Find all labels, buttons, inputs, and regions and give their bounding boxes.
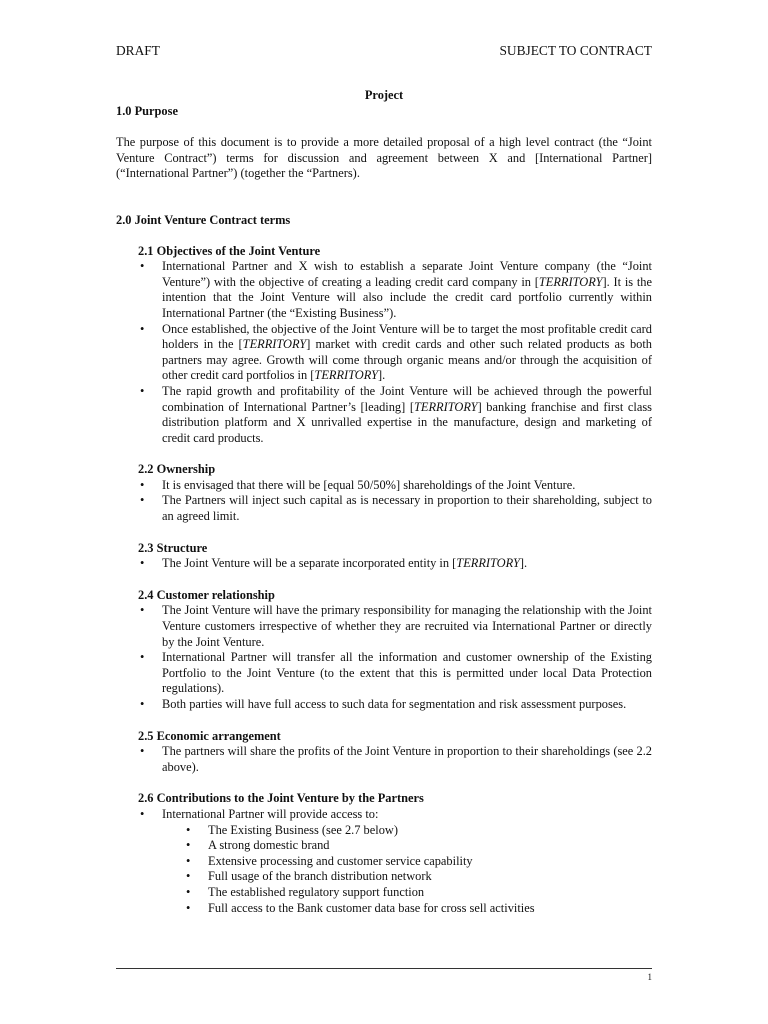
list-item: • International Partner will transfer all the information and customer ownership of the Existing Portfolio to the Joint Venture (to the extent that this is permitted under local Data Protection regulations).: [116, 650, 652, 697]
list-item: • Full usage of the branch distribution network: [116, 869, 652, 885]
list-item: • Once established, the objective of the Joint Venture will be to target the most profitable credit card holders in the [TERRITORY] market with credit cards and other such related products as both partners may agree. Growth will come through organic means and/or through the acquisition of other credit card portfolios in [TERRITORY].: [116, 322, 652, 384]
economic-arrangement-list: [116, 744, 652, 775]
list-item: • The established regulatory support function: [116, 885, 652, 901]
document-page: [116, 0, 652, 1024]
subsection-2-2-heading: 2.2 Ownership: [138, 462, 216, 477]
list-item: • The Partners will inject such capital as is necessary in proportion to their shareholding, subject to an agreed limit.: [116, 493, 652, 524]
document-body: [116, 88, 652, 916]
list-item: • The rapid growth and profitability of the Joint Venture will be achieved through the powerful combination of International Partner’s [leading] [TERRITORY] banking franchise and first class distribution platform and X unrivalled expertise in the manufacture, design and marketing of credit card products.: [116, 384, 652, 446]
subsection-2-6-heading: 2.6 Contributions to the Joint Venture by the Partners: [138, 791, 424, 806]
objectives-list: [116, 259, 652, 446]
contributions-sublist: [116, 823, 652, 917]
ownership-list: [116, 478, 652, 525]
list-item: • The partners will share the profits of the Joint Venture in proportion to their shareholdings (see 2.2 above).: [116, 744, 652, 775]
customer-relationship-list: [116, 603, 652, 712]
list-item: • It is envisaged that there will be [equal 50/50%] shareholdings of the Joint Venture.: [116, 478, 652, 494]
section-2-heading: 2.0 Joint Venture Contract terms: [116, 212, 291, 227]
list-item: • A strong domestic brand: [116, 838, 652, 854]
list-item: • Extensive processing and customer service capability: [116, 854, 652, 870]
page-number: 1: [647, 972, 652, 982]
list-item: • Both parties will have full access to such data for segmentation and risk assessment purposes.: [116, 697, 652, 713]
subject-to-contract-label: SUBJECT TO CONTRACT: [499, 43, 652, 58]
list-item: • The Joint Venture will be a separate incorporated entity in [TERRITORY].: [116, 556, 652, 572]
footer-divider: [116, 968, 652, 969]
section-1-heading: 1.0 Purpose: [116, 103, 178, 118]
list-item: • International Partner and X wish to establish a separate Joint Venture company (the “Joint Venture”) with the objective of creating a leading credit card company in [TERRITORY]. It is the intention that the Joint Venture will also include the credit card portfolio currently within International Partner (the “Existing Business”).: [116, 259, 652, 321]
subsection-2-1-heading: 2.1 Objectives of the Joint Venture: [138, 243, 321, 258]
document-title: Project: [364, 88, 404, 102]
subsection-2-5-heading: 2.5 Economic arrangement: [138, 728, 281, 743]
draft-label: DRAFT: [116, 43, 160, 58]
list-item: • International Partner will provide access to:: [116, 807, 652, 823]
list-item: • The Joint Venture will have the primary responsibility for managing the relationship with the Joint Venture customers irrespective of whether they are recruited via International Partner or directly by the Joint Venture.: [116, 603, 652, 650]
list-item: • The Existing Business (see 2.7 below): [116, 823, 652, 839]
subsection-2-4-heading: 2.4 Customer relationship: [138, 587, 275, 602]
contributions-list: [116, 807, 652, 823]
structure-list: [116, 556, 652, 572]
subsection-2-3-heading: 2.3 Structure: [138, 540, 208, 555]
list-item: • Full access to the Bank customer data base for cross sell activities: [116, 901, 652, 917]
purpose-paragraph: The purpose of this document is to provide a more detailed proposal of a high level contract (the “Joint Venture Contract”) terms for discussion and agreement between X and [International Partner] (“International Partner”) (together the “Partners).: [116, 135, 652, 181]
